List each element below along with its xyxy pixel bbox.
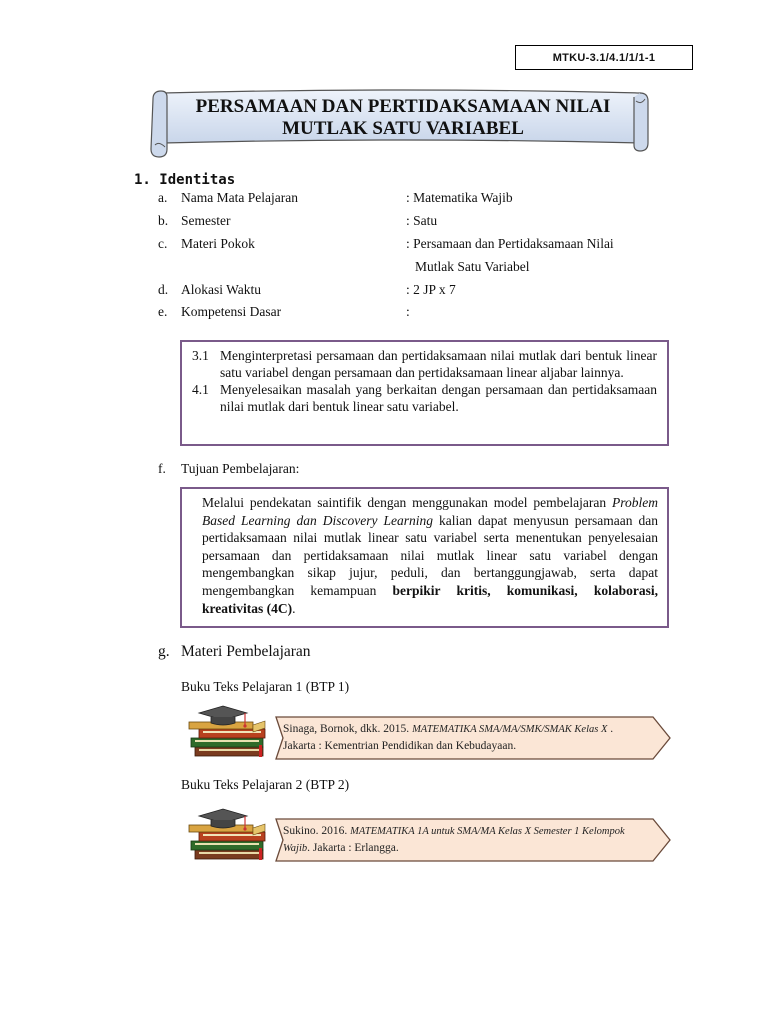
tujuan-end: . <box>292 600 296 616</box>
kd-text: Menginterpretasi persamaan dan pertidaksamaan nilai mutlak dari bentuk linear satu variabel dengan persamaan dan pertidaksamaan linear aljabar lainnya. <box>220 348 657 380</box>
books-graduation-cap-icon <box>183 705 278 760</box>
row-letter: d. <box>158 282 169 297</box>
btp-1-label: Buku Teks Pelajaran 1 (BTP 1) <box>181 679 350 694</box>
row-key: Semester <box>181 213 231 228</box>
row-value: : Persamaan dan Pertidaksamaan Nilai <box>406 236 614 251</box>
kd-item <box>192 381 657 415</box>
btp-2-publisher: . Jakarta : Erlangga. <box>307 842 399 854</box>
tujuan-text-cont: kalian dapat menyusun persamaan dan pertidaksamaan nilai mutlak linear satu variabel serta menentukan penyelesaian persamaan dan pertidaksamaan nilai mutlak linear satu variabel dengan mengembangkan sikap jujur, peduli, dan bertanggungjawab, serta dapat mengembangkan kemampuan <box>202 512 658 598</box>
tujuan-pembelajaran-box <box>180 487 669 628</box>
row-letter: e. <box>158 304 168 319</box>
kd-number: 3.1 <box>192 348 209 363</box>
kompetensi-dasar-box <box>180 340 669 446</box>
section-heading-identitas: 1. Identitas <box>134 172 236 188</box>
title-line-2: MUTLAK SATU VARIABEL <box>282 118 524 139</box>
btp-1-citation <box>283 721 643 754</box>
books-graduation-cap-icon <box>183 808 278 863</box>
title-banner <box>145 85 650 160</box>
btp-2-title: MATEMATIKA 1A untuk SMA/MA Kelas X Semester 1 Kelompok Wajib <box>283 826 625 854</box>
row-value: : Matematika Wajib <box>406 190 513 205</box>
tujuan-label: Tujuan Pembelajaran: <box>181 461 300 476</box>
row-key: Materi Pokok <box>181 236 255 251</box>
tujuan-text: Melalui pendekatan saintifik dengan menggunakan model pembelajaran <box>202 495 612 510</box>
page-title <box>173 96 633 140</box>
tujuan-model-text: Problem Based Learning dan Discovery Learning <box>202 495 658 528</box>
row-key: Nama Mata Pelajaran <box>181 190 298 205</box>
title-line-1: PERSAMAAN DAN PERTIDAKSAMAAN NILAI <box>195 96 611 117</box>
row-letter: b. <box>158 213 169 228</box>
btp-1-reference <box>275 716 672 760</box>
tujuan-letter: f. <box>158 461 166 476</box>
btp-1-title: MATEMATIKA SMA/MA/SMK/SMAK Kelas X <box>412 724 608 735</box>
btp-2-label: Buku Teks Pelajaran 2 (BTP 2) <box>181 777 350 792</box>
btp-1-author: Sinaga, Bornok, dkk. 2015. <box>283 723 413 735</box>
materi-letter: g. <box>158 643 170 660</box>
row-value: Mutlak Satu Variabel <box>415 259 530 274</box>
kd-item <box>192 347 657 381</box>
btp-2-reference <box>275 818 672 862</box>
kd-number: 4.1 <box>192 382 209 397</box>
materi-label: Materi Pembelajaran <box>181 643 311 660</box>
btp-2-author: Sukino. 2016. <box>283 825 351 837</box>
tujuan-4c-text: berpikir kritis, komunikasi, kolaborasi, kreativitas (4C) <box>202 582 658 616</box>
row-value: : Satu <box>406 213 438 228</box>
btp-1-publisher: . Jakarta : Kementrian Pendidikan dan Kebudayaan. <box>283 723 614 752</box>
row-key: Kompetensi Dasar <box>181 304 282 319</box>
btp-2-citation <box>283 823 643 857</box>
document-code: MTKU-3.1/4.1/1/1-1 <box>515 45 693 70</box>
row-value: : <box>406 304 410 319</box>
kd-text: Menyelesaikan masalah yang berkaitan dengan persamaan dan pertidaksamaan nilai mutlak dari bentuk linear satu variabel. <box>220 382 657 414</box>
row-letter: a. <box>158 190 168 205</box>
row-value: : 2 JP x 7 <box>406 282 456 297</box>
row-key: Alokasi Waktu <box>181 282 262 297</box>
row-letter: c. <box>158 236 168 251</box>
